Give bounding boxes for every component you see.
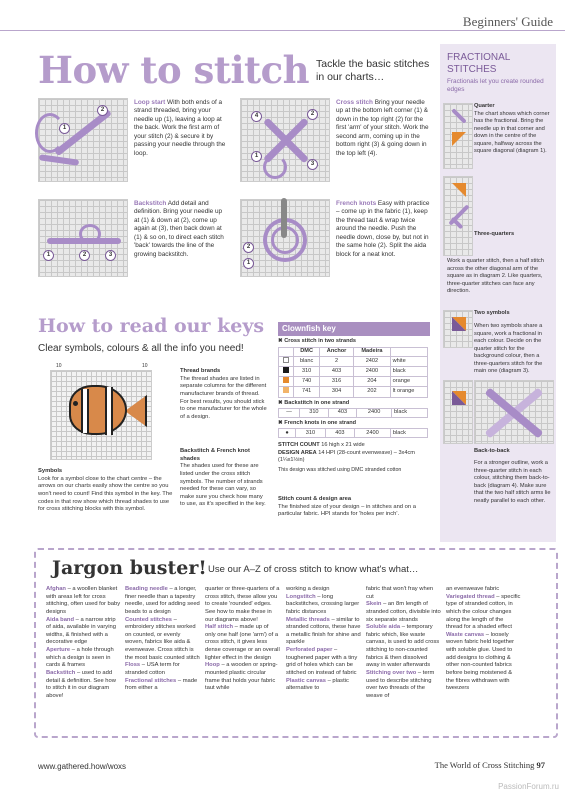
diagram-back-to-back-symbols [443, 380, 473, 444]
jargon-definition: an evenweave fabric [446, 586, 500, 592]
jargon-entry [446, 594, 521, 632]
stitch-count: STITCH COUNT 16 high x 21 wide [278, 442, 365, 449]
jargon-entry [125, 678, 200, 693]
loop-start-text: Loop start With both ends of a strand threaded, bring your needle up (1), leaving a loop at the back. Work the first arm of your stitch (2) & secure it by passing your needle through the loop. [134, 99, 226, 157]
footer-url: www.gathered.how/woxs [38, 762, 127, 771]
jargon-title: Jargon buster! [52, 557, 207, 579]
jargon-entry [446, 632, 521, 693]
jargon-term: Waste canvas [446, 631, 485, 638]
chart-ten-left: 10 [56, 363, 62, 369]
jargon-definition: working a design [286, 586, 330, 592]
jargon-definition: – a woollen blanket with areas left for cross stitching, often used for baby designs [46, 586, 121, 615]
keys-subtitle: Clear symbols, colours & all the info you need! [38, 343, 244, 354]
jargon-term: Hoop [205, 662, 220, 669]
jargon-column [205, 586, 280, 693]
jargon-term: Aperture [46, 647, 71, 654]
french-knot-text: French knots Easy with practice – come up in the fabric (1), keep the thread taut & wrap twice around the needle. Push the needle down, close by, but not in the same hole (2). Split the aida block for a neat knot. [336, 200, 430, 258]
thread-brands-text: Thread brands The thread shades are listed in separate columns for the different manufacturer brands of thread. For best results, you should stick to one manufacturer for the whole of a design. [180, 368, 267, 420]
cross-stitch-diagram: 1 2 3 4 [240, 98, 330, 182]
jargon-column [366, 586, 441, 701]
french-knot-diagram: 2 1 [240, 199, 330, 277]
watermark: PassionForum.ru [498, 782, 559, 791]
jargon-entry [125, 617, 200, 663]
key-french-table: ● 310 403 2400 black [278, 428, 428, 438]
jargon-definition: – a hole through which a design is seen in cards & frames [46, 647, 114, 669]
back-to-back-body: For a stronger outline, work a three-quarter stitch in each colour, stitching them back-to-back (diagram 4). Make sure that the two half stitch arms lie neatly parallel to each other. [474, 460, 551, 504]
keys-title: How to read our keys [38, 315, 265, 337]
two-symbols-text: Two symbols [474, 310, 510, 316]
jargon-definition: – used to add detail & definition. See how to stitch it in our diagram above! [46, 670, 116, 699]
jargon-definition: – a longer, finer needle than a tapestry needle, used for adding seed beads to a design [125, 586, 200, 615]
page-title: How to stitch [38, 48, 310, 92]
key-title: Clownfish key [278, 322, 430, 336]
jargon-definition: quarter or three-quarters of a cross stitch, these allow you to create 'rounded' edges. See how to make these in our diagrams above! [205, 586, 280, 623]
jargon-entry [286, 594, 361, 617]
jargon-definition: – made from either a [125, 677, 198, 692]
jargon-entry [446, 586, 521, 594]
jargon-definition: – long backstitches, crossing larger fabric distances [286, 593, 360, 615]
key-cross-table: DMC Anchor Madeira blanc 2 2402 white 310 403 2400 black 740 316 204 orange 741 304 202 lt orange [278, 347, 428, 398]
jargon-entry [286, 586, 361, 594]
footer-magazine: The World of Cross Stitching 97 [434, 760, 545, 770]
two-symbols-body: When two symbols share a square, work a fractional in each colour. Decide on the quarter stitch for the background colour, then a three-quarters stitch for the main one (diagram 3). [474, 323, 543, 375]
jargon-entry [366, 586, 441, 601]
jargon-column [46, 586, 121, 701]
three-quarters-body: Work a quarter stitch, then a half stitch across the other diagonal arm of the square as in diagram 2. Like quarters, three-quarter stitches can face any direction. [447, 258, 544, 295]
jargon-definition: – specific type of stranded cotton, in which the colour changes along the length of the thread for a shaded effect [446, 593, 521, 631]
jargon-term: Floss [125, 662, 141, 669]
clownfish-chart [46, 364, 154, 462]
jargon-definition: – loosely woven fabric held together with soluble glue. Used to add designs to clothing & other non-counted fabrics before being moistened & the fibres withdrawn with tweezers [446, 631, 514, 692]
jargon-entry [46, 586, 121, 617]
key-note: This design was stitched using DMC stranded cotton [278, 467, 402, 474]
jargon-term: Skein [366, 601, 382, 608]
jargon-entry [46, 647, 121, 670]
fractional-title: FRACTIONAL STITCHES [447, 52, 510, 75]
jargon-term: Stitching over two [366, 670, 417, 677]
key-back-table: — 310 403 2400 black [278, 408, 428, 418]
jargon-entry [286, 617, 361, 648]
jargon-term: Soluble aida [366, 624, 401, 631]
jargon-column [446, 586, 521, 693]
jargon-term: Afghan [46, 586, 66, 592]
jargon-definition: – a wooden or spring-mounted plastic circular frame that holds your fabric taut while [205, 662, 278, 692]
jargon-term: Longstitch [286, 593, 316, 600]
jargon-entry [125, 662, 200, 677]
loop-start-diagram: 1 2 [38, 98, 128, 182]
jargon-entry [366, 624, 441, 670]
chart-ten-right: 10 [142, 363, 148, 369]
backstitch-text: Backstitch Add detail and definition. Bring your needle up at (1) & down at (2), come up again at (3), then back down at (1) & so on, to direct each stitch 'back' towards the line of the growing backstitch. [134, 200, 224, 258]
jargon-definition: fabric that won't fray when cut [366, 586, 434, 600]
back-to-back-text: Back-to-back [474, 448, 510, 454]
jargon-term: Counted stitches [125, 616, 173, 623]
jargon-term: Half stitch [205, 624, 234, 631]
backstitch-french-text: Backstitch & French knot shades The shades used for these are listed under the cross stitch symbols. The number of strands needed for these can vary, so make sure you check how many to use, as it's specified in the key. [180, 448, 266, 508]
jargon-entry [286, 647, 361, 678]
hero-subtitle: Tackle the basic stitches in our charts… [316, 58, 430, 84]
jargon-definition: – term used to describe stitching over two threads of the weave of [366, 670, 435, 699]
jargon-entry [366, 601, 441, 624]
jargon-entry [205, 624, 280, 662]
jargon-term: Aida band [46, 616, 75, 623]
quarter-text: Quarter The chart shows which corner has the fractional. Bring the needle up in that corner and down in the centre of the square, halfway across the square diagonal (diagram 1). [474, 103, 550, 155]
clownfish-key [278, 322, 430, 474]
jargon-entry [46, 617, 121, 648]
backstitch-diagram: 1 2 3 [38, 199, 128, 277]
diagram-three-quarters [443, 176, 473, 256]
jargon-term: Backstitch [46, 670, 76, 677]
key-back-head: ✖ Backstitch in one strand [278, 399, 350, 406]
jargon-column [125, 586, 200, 693]
jargon-definition: – similar to stranded cottons, these have a metallic finish for shine and sparkle [286, 616, 361, 646]
jargon-entry [46, 670, 121, 701]
jargon-entry [205, 586, 280, 624]
symbols-text: Symbols Look for a symbol close to the chart centre – the arrows on our charts easily show the centre so you won't need to count! Find this symbol in the key. The codes in that row show which thread shades to use for cross stitching blocks with this symbol. [38, 468, 173, 513]
diagram-back-to-back [474, 380, 554, 444]
section-label: Beginners' Guide [462, 14, 553, 29]
jargon-definition: – plastic alternative to [286, 677, 349, 692]
diagram-two-symbols [443, 310, 473, 348]
jargon-entry [125, 586, 200, 617]
jargon-entry [366, 670, 441, 701]
key-cross-head: ✖ Cross stitch in two strands [278, 338, 357, 345]
jargon-definition: – made up of only one half (one 'arm') of a cross stitch, it gives less dense coverage or an overall lighter effect in the design [205, 624, 280, 661]
fractional-subtitle: Fractionals let you create rounded edges [447, 78, 544, 94]
jargon-term: Fractional stitches [125, 677, 177, 684]
three-quarters-text: Three-quarters [474, 231, 515, 237]
jargon-term: Plastic canvas [286, 677, 326, 684]
diagram-quarter [443, 103, 473, 169]
jargon-term: Metallic threads [286, 616, 330, 623]
jargon-term: Perforated paper [286, 647, 333, 654]
jargon-definition: – embroidery stitches worked on counted, or evenly woven, fabrics like aida & evenweave. Cross stitch is the most basic counted stitch [125, 616, 200, 661]
jargon-subtitle: Use our A–Z of cross stitch to know what's what… [208, 564, 419, 575]
jargon-entry [205, 662, 280, 693]
jargon-entry [286, 678, 361, 693]
design-area: DESIGN AREA 14 HPI (28-count evenweave) – 3x4cm (1¼x1½in) [278, 449, 415, 463]
jargon-definition: – a narrow strip of aida, available in varying widths, & finished with a decorative edge [46, 616, 116, 646]
jargon-definition: – an 8m length of stranded cotton, divisible into six separate strands [366, 601, 441, 623]
jargon-definition: – toughened paper with a tiny grid of holes which can be stitched on instead of fabric [286, 647, 358, 677]
cross-stitch-text: Cross stitch Bring your needle up at the bottom left corner (1) & down in the top right (2) for the first 'arm' of your stitch. Work the second arm, coming up in the bottom right (3) & going down in the top left (4). [336, 99, 429, 157]
jargon-definition: – USA term for stranded cotton [125, 662, 180, 677]
jargon-definition: – temporary fabric which, like waste canvas, is used to add cross stitching to non-counted fabrics & then dissolved away in water afterwards [366, 624, 440, 669]
jargon-term: Beading needle [125, 586, 168, 592]
jargon-column [286, 586, 361, 693]
jargon-term: Variegated thread [446, 593, 495, 600]
key-french-head: ✖ French knots in one strand [278, 419, 357, 426]
stitch-count-text: Stitch count & design area The finished size of your design – in stitches and on a particular fabric. HPI stands for 'holes per inch'. [278, 496, 416, 518]
